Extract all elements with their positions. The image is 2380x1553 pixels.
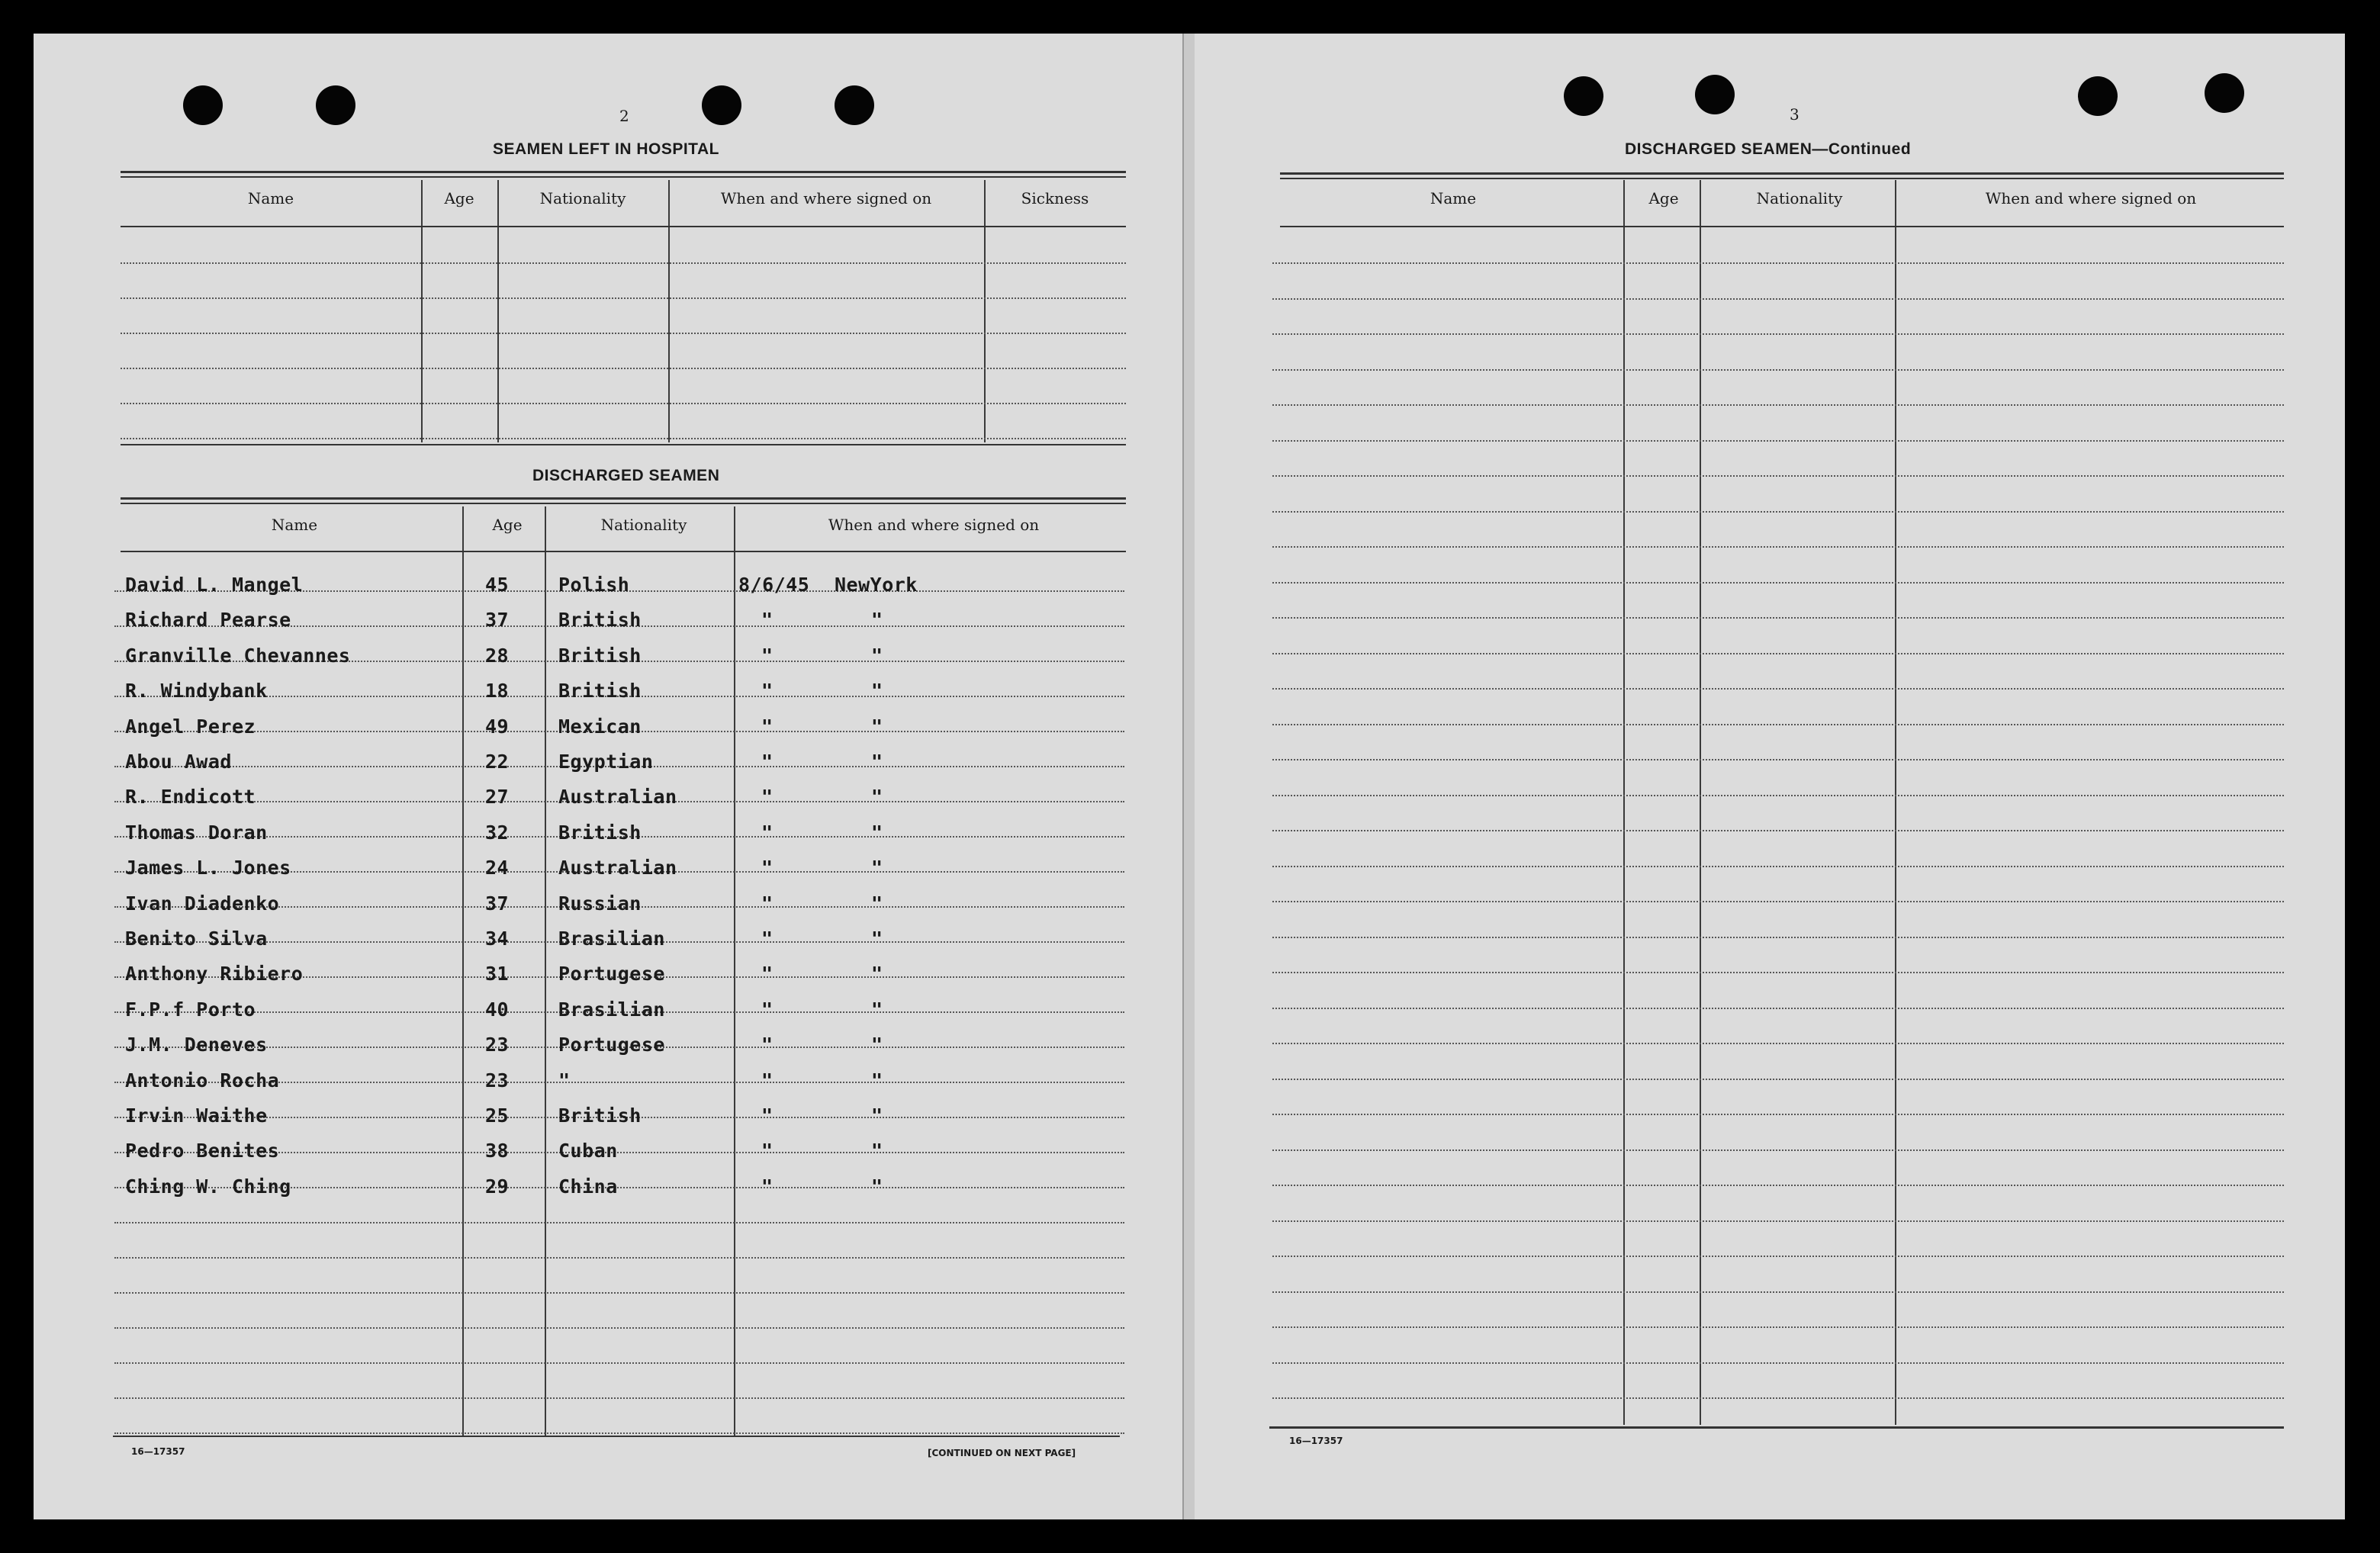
hospital-section-title: SEAMEN LEFT IN HOSPITAL	[493, 140, 719, 158]
section-rule	[121, 444, 1126, 445]
column-divider	[1700, 180, 1701, 1425]
ruled-line	[1272, 1362, 2284, 1364]
signed-on-date: 8/6/45	[738, 574, 810, 596]
signed-on-place: "	[871, 1104, 883, 1127]
seaman-nationality: "	[558, 1069, 571, 1092]
seaman-name: Anthony Ribiero	[125, 963, 304, 985]
ruled-line	[1272, 972, 2284, 973]
signed-on-place: "	[871, 928, 883, 950]
header-rule	[1280, 172, 2284, 175]
ruled-line	[1272, 1256, 2284, 1257]
seaman-age: 18	[485, 680, 510, 703]
seaman-name: Antonio Rocha	[125, 1069, 280, 1092]
ruled-line	[1272, 546, 2284, 548]
ruled-line	[1272, 298, 2284, 300]
ruled-line	[1272, 1149, 2284, 1151]
seaman-age: 22	[485, 751, 510, 773]
column-divider	[734, 506, 735, 1436]
page-number: 3	[1790, 105, 1799, 124]
seaman-name: Thomas Doran	[125, 821, 268, 844]
signed-on-date: "	[761, 751, 774, 773]
ruled-line	[1272, 1291, 2284, 1293]
signed-on-place: "	[871, 821, 883, 844]
seaman-age: 23	[485, 1034, 510, 1056]
signed-on-place: "	[871, 1034, 883, 1056]
seaman-nationality: British	[558, 644, 642, 667]
seaman-age: 38	[485, 1140, 510, 1162]
ruled-line	[1272, 1185, 2284, 1186]
seaman-nationality: Polish	[558, 574, 630, 596]
signed-on-place: "	[871, 751, 883, 773]
ruled-line	[1272, 795, 2284, 796]
header-rule	[121, 171, 1126, 173]
signed-on-place: "	[871, 857, 883, 879]
seaman-nationality: Egyptian	[558, 751, 654, 773]
signed-on-date: "	[761, 1069, 774, 1092]
ruled-line	[114, 1362, 1124, 1364]
ruled-line	[121, 403, 1126, 404]
punch-hole	[316, 85, 355, 125]
column-header: Age	[444, 189, 474, 207]
seaman-nationality: British	[558, 821, 642, 844]
ruled-line	[1272, 1220, 2284, 1222]
seaman-nationality: British	[558, 609, 642, 632]
ruled-line	[114, 1292, 1124, 1294]
punch-hole	[702, 85, 741, 125]
signed-on-date: "	[761, 1175, 774, 1198]
footer-rule	[1269, 1426, 2284, 1429]
signed-on-date: "	[761, 644, 774, 667]
signed-on-place: NewYork	[835, 574, 918, 596]
ruled-line	[1272, 582, 2284, 584]
column-divider	[1895, 180, 1896, 1425]
header-underline	[121, 551, 1126, 552]
form-code: 16—17357	[1289, 1436, 1343, 1446]
signed-on-place: "	[871, 1069, 883, 1092]
seaman-name: Ivan Diadenko	[125, 892, 280, 915]
seaman-age: 32	[485, 821, 510, 844]
ruled-line	[1272, 1397, 2284, 1399]
ruled-line	[1272, 688, 2284, 690]
ruled-line	[121, 368, 1126, 369]
signed-on-date: "	[761, 715, 774, 738]
ruled-line	[1272, 1043, 2284, 1044]
header-underline	[121, 226, 1126, 227]
seaman-name: Benito Silva	[125, 928, 268, 950]
seaman-age: 27	[485, 786, 510, 809]
right-page	[1195, 34, 2345, 1519]
seaman-nationality: Australian	[558, 857, 677, 879]
signed-on-date: "	[761, 786, 774, 809]
header-rule	[121, 503, 1126, 504]
seaman-nationality: British	[558, 680, 642, 703]
column-header: Nationality	[600, 516, 687, 534]
seaman-age: 49	[485, 715, 510, 738]
signed-on-date: "	[761, 1140, 774, 1162]
ruled-line	[121, 438, 1126, 439]
seaman-age: 37	[485, 892, 510, 915]
seaman-name: David L. Mangel	[125, 574, 304, 596]
column-header: Sickness	[1021, 189, 1089, 207]
ruled-line	[1272, 262, 2284, 264]
seaman-name: J.M. Deneves	[125, 1034, 268, 1056]
seaman-nationality: Portugese	[558, 1034, 665, 1056]
column-header: Name	[1430, 189, 1477, 207]
signed-on-date: "	[761, 680, 774, 703]
signed-on-place: "	[871, 998, 883, 1021]
punch-hole	[183, 85, 223, 125]
signed-on-date: "	[761, 998, 774, 1021]
seaman-name: Irvin Waithe	[125, 1104, 268, 1127]
header-underline	[1280, 226, 2284, 227]
seaman-name: Abou Awad	[125, 751, 232, 773]
ruled-line	[1272, 440, 2284, 442]
seaman-age: 24	[485, 857, 510, 879]
seaman-nationality: China	[558, 1175, 618, 1198]
seaman-nationality: Brasilian	[558, 998, 665, 1021]
seaman-name: Angel Perez	[125, 715, 256, 738]
column-header: When and where signed on	[828, 516, 1040, 534]
ruled-line	[1272, 866, 2284, 867]
ruled-line	[114, 1222, 1124, 1223]
signed-on-date: "	[761, 821, 774, 844]
seaman-nationality: British	[558, 1104, 642, 1127]
column-header: Nationality	[539, 189, 626, 207]
signed-on-place: "	[871, 1175, 883, 1198]
ruled-line	[1272, 653, 2284, 654]
seaman-name: James L. Jones	[125, 857, 291, 879]
seaman-age: 29	[485, 1175, 510, 1198]
signed-on-place: "	[871, 680, 883, 703]
ruled-line	[114, 1257, 1124, 1259]
punch-hole	[2205, 73, 2244, 113]
continued-note: [CONTINUED ON NEXT PAGE]	[928, 1448, 1076, 1458]
punch-hole	[835, 85, 874, 125]
form-code: 16—17357	[131, 1446, 185, 1457]
column-header: Name	[271, 516, 318, 534]
column-header: When and where signed on	[1985, 189, 2197, 207]
ruled-line	[1272, 1114, 2284, 1115]
column-header: Name	[247, 189, 294, 207]
ruled-line	[114, 1397, 1124, 1399]
seaman-name: Pedro Benites	[125, 1140, 280, 1162]
signed-on-date: "	[761, 609, 774, 632]
ruled-line	[1272, 333, 2284, 335]
seaman-age: 25	[485, 1104, 510, 1127]
seaman-nationality: Brasilian	[558, 928, 665, 950]
header-rule	[1280, 178, 2284, 179]
ruled-line	[1272, 369, 2284, 371]
signed-on-place: "	[871, 892, 883, 915]
seaman-name: Granville Chevannes	[125, 644, 351, 667]
ruled-line	[1272, 759, 2284, 760]
seaman-age: 40	[485, 998, 510, 1021]
ruled-line	[121, 297, 1126, 299]
signed-on-place: "	[871, 786, 883, 809]
seaman-nationality: Australian	[558, 786, 677, 809]
signed-on-place: "	[871, 1140, 883, 1162]
column-header: Age	[1648, 189, 1679, 207]
ruled-line	[1272, 901, 2284, 902]
seaman-nationality: Cuban	[558, 1140, 618, 1162]
signed-on-date: "	[761, 1034, 774, 1056]
signed-on-date: "	[761, 928, 774, 950]
ruled-line	[1272, 475, 2284, 477]
signed-on-place: "	[871, 609, 883, 632]
seaman-nationality: Mexican	[558, 715, 642, 738]
column-header: When and where signed on	[720, 189, 932, 207]
left-page	[34, 34, 1182, 1519]
discharged-section-title: DISCHARGED SEAMEN	[532, 467, 720, 484]
signed-on-date: "	[761, 892, 774, 915]
right-page-title: DISCHARGED SEAMEN—Continued	[1625, 140, 1912, 158]
ruled-line	[114, 1327, 1124, 1329]
seaman-age: 45	[485, 574, 510, 596]
column-divider	[1623, 180, 1625, 1425]
seaman-nationality: Russian	[558, 892, 642, 915]
signed-on-place: "	[871, 644, 883, 667]
seaman-age: 28	[485, 644, 510, 667]
ruled-line	[1272, 511, 2284, 513]
seaman-name: Richard Pearse	[125, 609, 291, 632]
ruled-line	[1272, 724, 2284, 725]
seaman-name: F.P.f Porto	[125, 998, 256, 1021]
punch-hole	[2078, 76, 2118, 116]
punch-hole	[1564, 76, 1603, 116]
ruled-line	[1272, 617, 2284, 619]
footer-rule	[113, 1436, 1120, 1437]
signed-on-place: "	[871, 715, 883, 738]
seaman-nationality: Portugese	[558, 963, 665, 985]
seaman-name: Ching W. Ching	[125, 1175, 291, 1198]
seaman-age: 34	[485, 928, 510, 950]
header-rule	[121, 497, 1126, 500]
column-header: Nationality	[1756, 189, 1843, 207]
ruled-line	[121, 333, 1126, 334]
column-divider	[462, 506, 464, 1436]
ruled-line	[1272, 830, 2284, 831]
page-number: 2	[619, 107, 629, 125]
header-rule	[121, 176, 1126, 178]
ruled-line	[1272, 937, 2284, 938]
ruled-line	[114, 1432, 1124, 1434]
signed-on-date: "	[761, 857, 774, 879]
ruled-line	[1272, 1008, 2284, 1009]
seaman-name: R. Endicott	[125, 786, 256, 809]
seaman-age: 23	[485, 1069, 510, 1092]
ruled-line	[121, 262, 1126, 264]
seaman-age: 37	[485, 609, 510, 632]
seaman-name: R. Windybank	[125, 680, 268, 703]
seaman-age: 31	[485, 963, 510, 985]
column-header: Age	[492, 516, 523, 534]
signed-on-date: "	[761, 963, 774, 985]
ruled-line	[1272, 404, 2284, 406]
punch-hole	[1695, 75, 1735, 114]
column-divider	[545, 506, 546, 1436]
signed-on-place: "	[871, 963, 883, 985]
signed-on-date: "	[761, 1104, 774, 1127]
ruled-line	[1272, 1079, 2284, 1080]
ruled-line	[1272, 1326, 2284, 1328]
